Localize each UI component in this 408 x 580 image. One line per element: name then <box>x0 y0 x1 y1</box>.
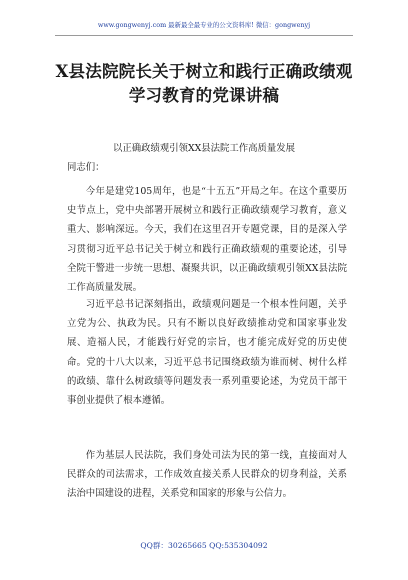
paragraph-1: 今年是建党105周年，也是“十五五”开局之年。在这个重要历史节点上，党中央部署开展树立和践行正确政绩观学习教育，意义重大、影响深远。今天，我们在这里召开专题党课，目的是深入学习贯彻习近平总书记关于树立和践行正确政绩观的重要论述，引导全院干警进一步统一思想、凝聚共识，以正确政绩观引领XX县法院工作高质量发展。 <box>67 186 347 294</box>
document-title <box>20 60 388 108</box>
document-subtitle: 以正确政绩观引领XX县法院工作高质量发展 <box>112 143 296 154</box>
salutation: 同志们： <box>67 162 105 173</box>
site-footer: QQ群：30265665 QQ:535304092 <box>140 541 268 550</box>
header-divider <box>55 35 353 36</box>
title-line-1: X县法院院长关于树立和践行正确政绩观 <box>55 62 353 81</box>
title-line-2: 学习教育的党课讲稿 <box>128 86 280 105</box>
paragraph-2: 习近平总书记深刻指出，政绩观问题是一个根本性问题，关乎立党为公、执政为民。只有不断以良好政绩推动党和国家事业发展、造福人民，才能践行好党的宗旨，也才能完成好党的历史使命。党的十八大以来，习近平总书记围绕政绩为谁而树、树什么样的政绩、靠什么树政绩等问题发表一系列重要论述，为党员干部干事创业提供了根本遵循。 <box>67 299 347 407</box>
site-header: www.gongwenyj.com 最新最全最专业的公文资料库! 微信：gongwenyj <box>97 21 311 29</box>
paragraph-3: 作为基层人民法院，我们身处司法为民的第一线，直接面对人民群众的司法需求，工作成效直接关系人民群众的切身利益，关系法治中国建设的进程，关系党和国家的形象与公信力。 <box>67 450 347 500</box>
